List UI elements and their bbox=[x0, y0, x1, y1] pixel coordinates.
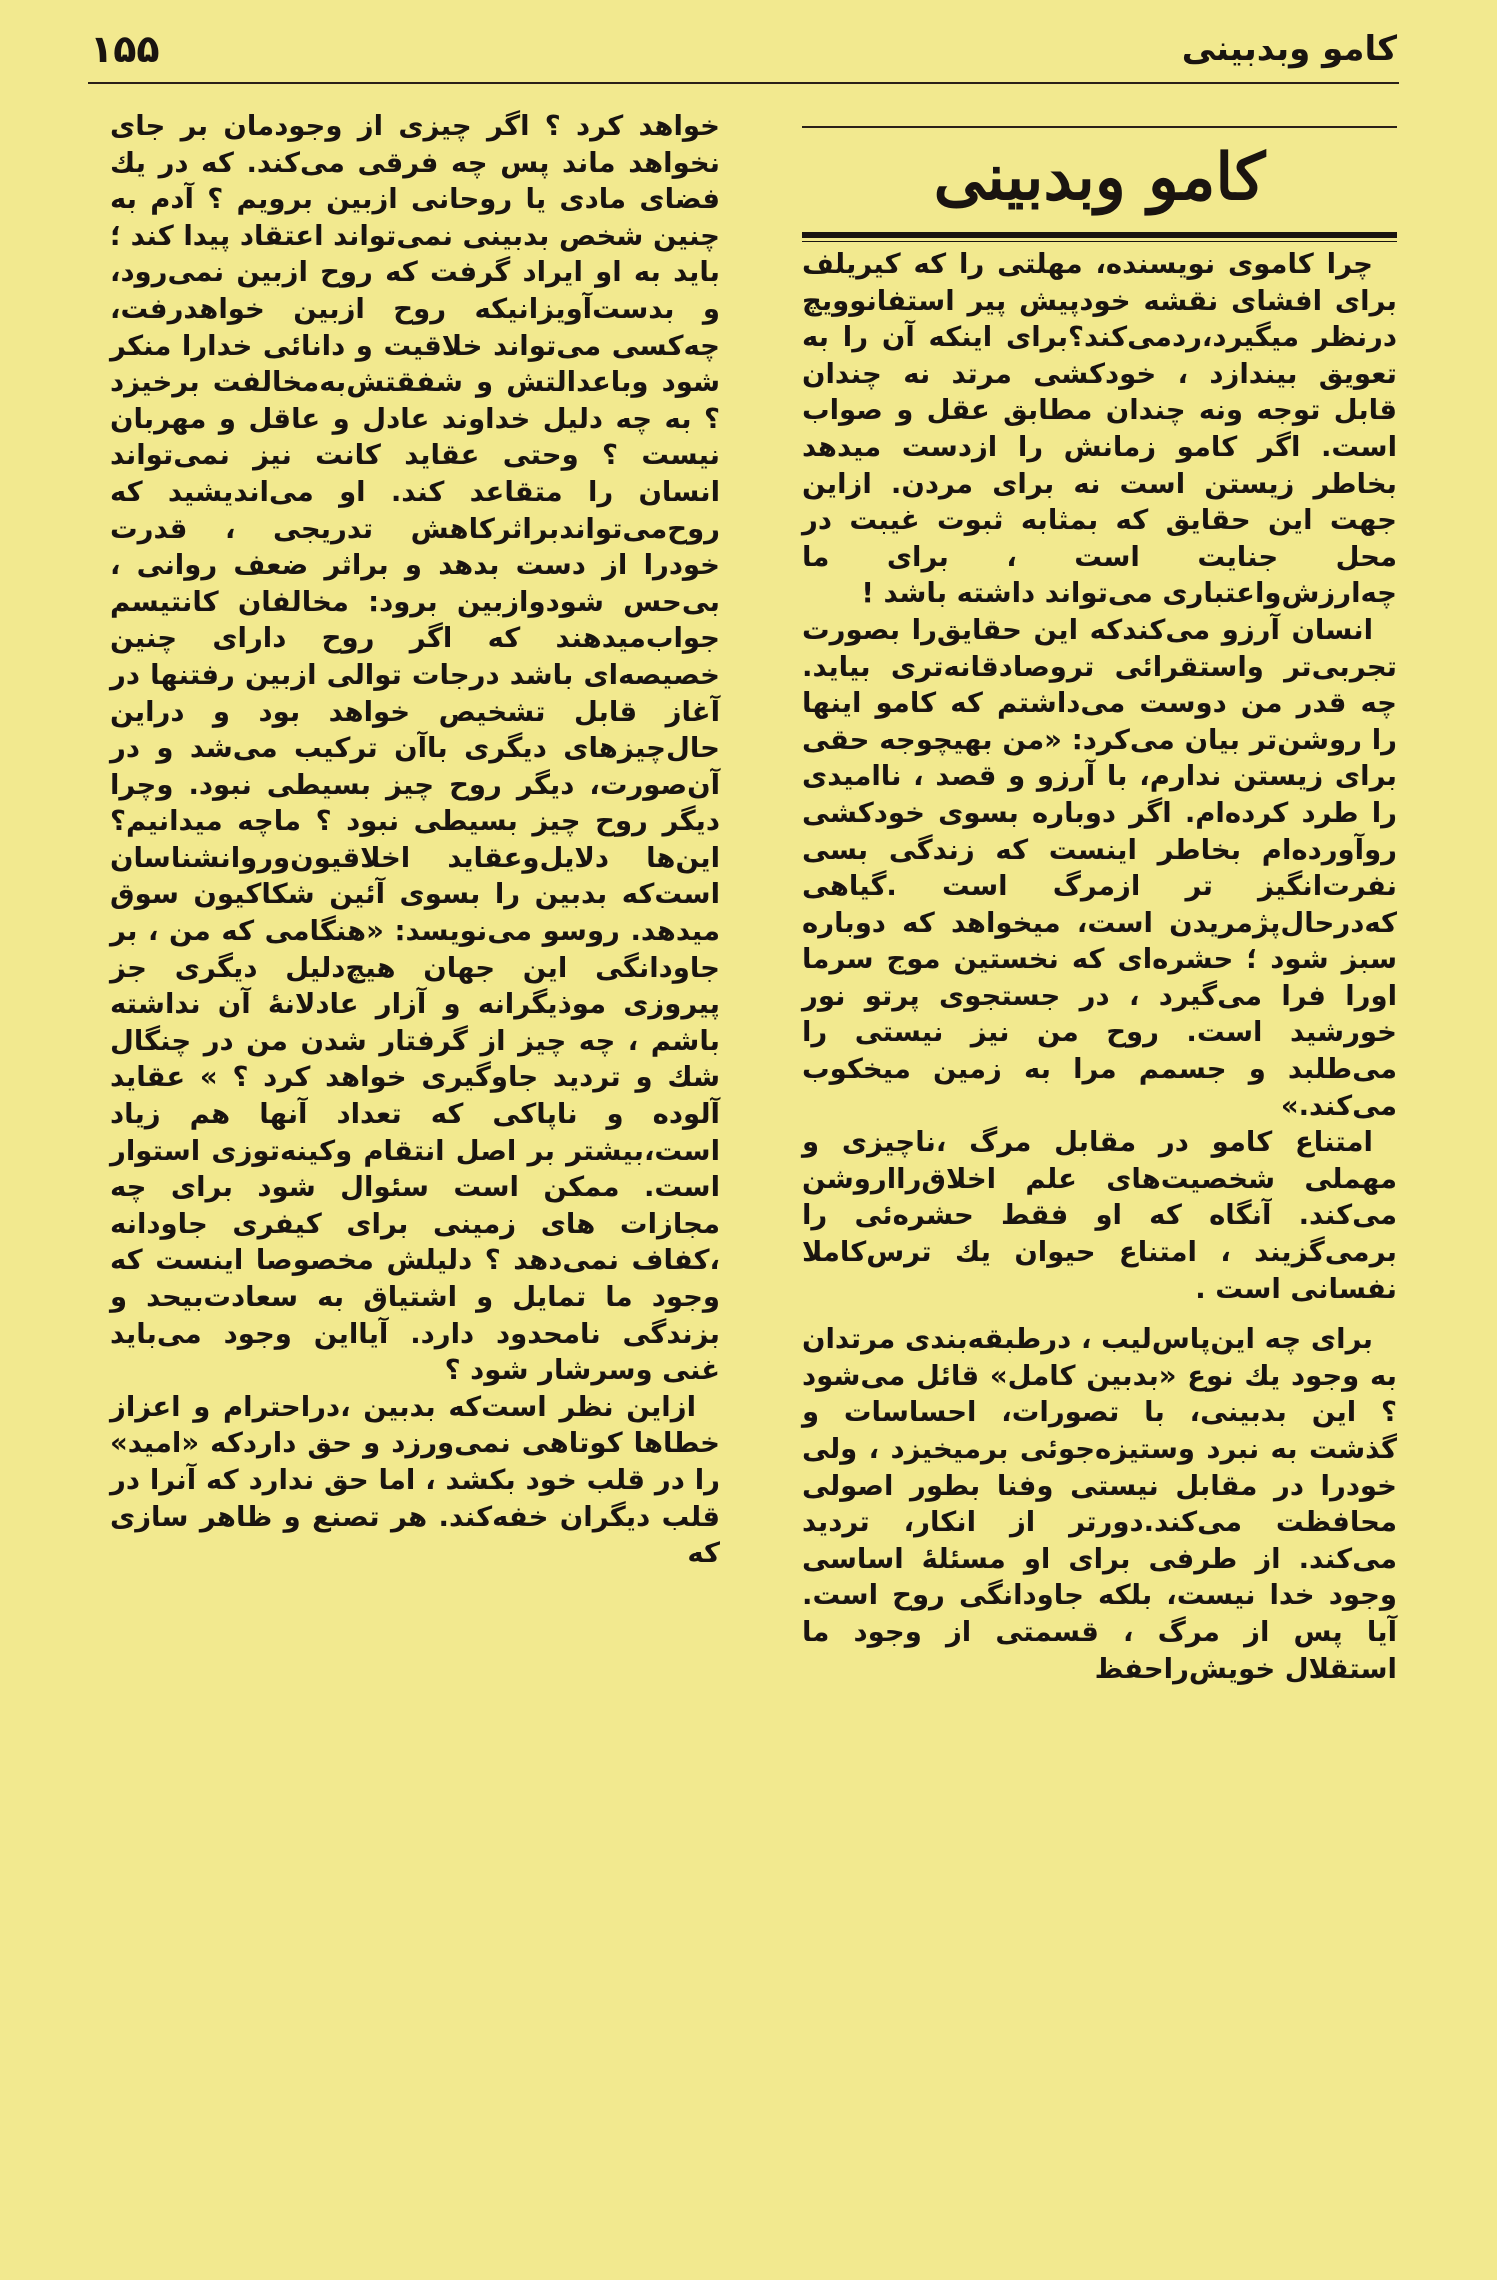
paragraph: خواهد کرد ؟ اگر چیزی از وجودمان بر جای نخواهد ماند پس چه فرقی می‌کند. که در یك فضای مادی یا روحانی ازبین برویم ؟ آدم به چنین شخص بدبینی نمی‌تواند اعتقاد پیدا کند ؛ باید به او ایراد گرفت که روح ازبین نمی‌رود، و بدست‌آویزانیکه روح ازبین خواهدرفت، چه‌کسی می‌تواند خلاقیت و دانائی خدارا منکر شود وباعدالتش و شفقتش‌به‌مخالفت برخیزد ؟ به چه دلیل خداوند عادل و عاقل و مهربان نیست ؟ وحتی عقاید کانت نیز نمی‌تواند انسان را متقاعد کند. او می‌اندیشید که روح‌می‌تواندبراثرکاهش تدریجی ، قدرت خودرا از دست بدهد و براثر ضعف روانی ، بی‌حس شودوازبین برود: مخالفان کانتیسم جواب‌میدهند که اگر روح دارای چنین خصیصه‌ای باشد درجات توالی ازبین رفتنها در آغاز قابل تشخیص خواهد بود و دراین حال‌چیزهای دیگری باآن ترکیب می‌شد و در آن‌صورت، دیگر روح چیز بسیطی نبود. وچرا دیگر روح چیز بسیطی نبود ؟ ماچه میدانیم؟ این‌ها دلایل‌وعقاید اخلاقیون‌وروانشناسان است‌که بدبین را بسوی آئین شکاکیون سوق میدهد. روسو می‌نویسد: «هنگامی که من ، بر جاودانگی این جهان هیچ‌دلیل دیگری جز پیروزی موذیگرانه و آزار عادلانهٔ آن نداشته باشم ، چه چیز از گرفتار شدن من در چنگال شك و تردید جاوگیری خواهد کرد ؟ » عقاید آلوده و ناپاکی که تعداد آنها هم زیاد است،بیشتر بر اصل انتقام وکینه‌توزی استوار است. ممکن است سئوال شود برای چه مجازات های زمینی برای کیفری جاودانه ،کفاف نمی‌دهد ؟ دلیلش مخصوصا اینست که وجود ما تمایل و اشتیاق به سعادت‌بیحد و بزندگی نامحدود دارد. آیااین وجود می‌باید غنی وسرشار شود ؟ bbox=[110, 110, 720, 1387]
paragraph: امتناع کامو در مقابل مرگ ،ناچیزی و مهملی شخصیت‌های علم اخلاق‌رااروشن می‌کند. آنگاه که او فقط حشره‌ئی را برمی‌گزیند ، امتناع حیوان یك ترس‌کاملا نفسانی است . bbox=[802, 1126, 1397, 1305]
running-title: کامو وبدبینی bbox=[1181, 29, 1397, 69]
right-column-text bbox=[802, 238, 1397, 1687]
header-rule bbox=[88, 82, 1399, 84]
title-rule-top bbox=[802, 126, 1397, 128]
paragraph: چرا کاموی نویسنده، مهلتی را که کیریلف برای افشای نقشه خودپیش پیر استفانوویچ درنظر میگیرد،ردمی‌کند؟برای اینکه آن را به تعویق بیندازد ، خودکشی مرتد نه چندان قابل توجه ونه چندان مطابق عقل و صواب است. اگر کامو زمانش را ازدست میدهد بخاطر زیستن است نه برای مردن. ازاین جهت این حقایق که بمثابه ثبوت غیبت در محل جنایت است ، برای ما چه‌ارزش‌واعتباری می‌تواند داشته باشد ! bbox=[802, 248, 1397, 610]
paragraph: برای چه این‌پاس‌لیب ، درطبقه‌بندی مرتدان به وجود یك نوع «بدبین کامل» قائل می‌شود ؟ این بدبینی، با تصورات، احساسات و گذشت به نبرد وستیزه‌جوئی برمیخیزد ، ولی خودرا در مقابل نیستی وفنا بطور اصولی محافظت می‌کند.دورتر از انکار، تردید می‌کند. از طرفی برای او مسئلهٔ اساسی وجود خدا نیست، بلکه جاودانگی روح است. آیا پس از مرگ ، قسمتی از وجود ما استقلال خویش‌راحفظ bbox=[802, 1323, 1397, 1685]
paragraph: انسان آرزو می‌کندکه این حقایق‌را بصورت تجربی‌تر واستقرائی تروصادقانه‌تری بیاید. چه قدر من دوست می‌داشتم که کامو اینها را روشن‌تر بیان می‌کرد: «من بهیچوجه حقی برای زیستن ندارم، با آرزو و قصد ، ناامیدی را طرد کرده‌ام. اگر دوباره بسوی خودکشی روآورده‌ام بخاطر اینست که زندگی بسی نفرت‌انگیز تر ازمرگ است .گیاهی که‌درحال‌پژمریدن است، میخواهد که دوباره سبز شود ؛ حشره‌ای که نخستین موج سرما اورا فرا می‌گیرد ، در جستجوی پرتو نور خورشید است. روح من نیز نیستی را می‌طلبد و جسمم مرا به زمین میخکوب می‌کند.» bbox=[802, 613, 1397, 1122]
running-head bbox=[90, 18, 1397, 80]
title-rule-bottom bbox=[802, 232, 1397, 238]
article-title: کامو وبدبینی bbox=[933, 140, 1266, 215]
right-column bbox=[802, 108, 1397, 2210]
paragraph: ازاین نظر است‌که بدبین ،دراحترام و اعزاز خطاها کوتاهی نمی‌ورزد و حق داردکه «امید» را در قلب خود بکشد ، اما حق ندارد که آنرا در قلب دیگران خفه‌کند. هر تصنع و ظاهر سازی که bbox=[110, 1390, 720, 1570]
page-number: ۱۵۵ bbox=[90, 27, 160, 71]
left-column bbox=[110, 108, 720, 2210]
article-title-block bbox=[802, 108, 1397, 238]
